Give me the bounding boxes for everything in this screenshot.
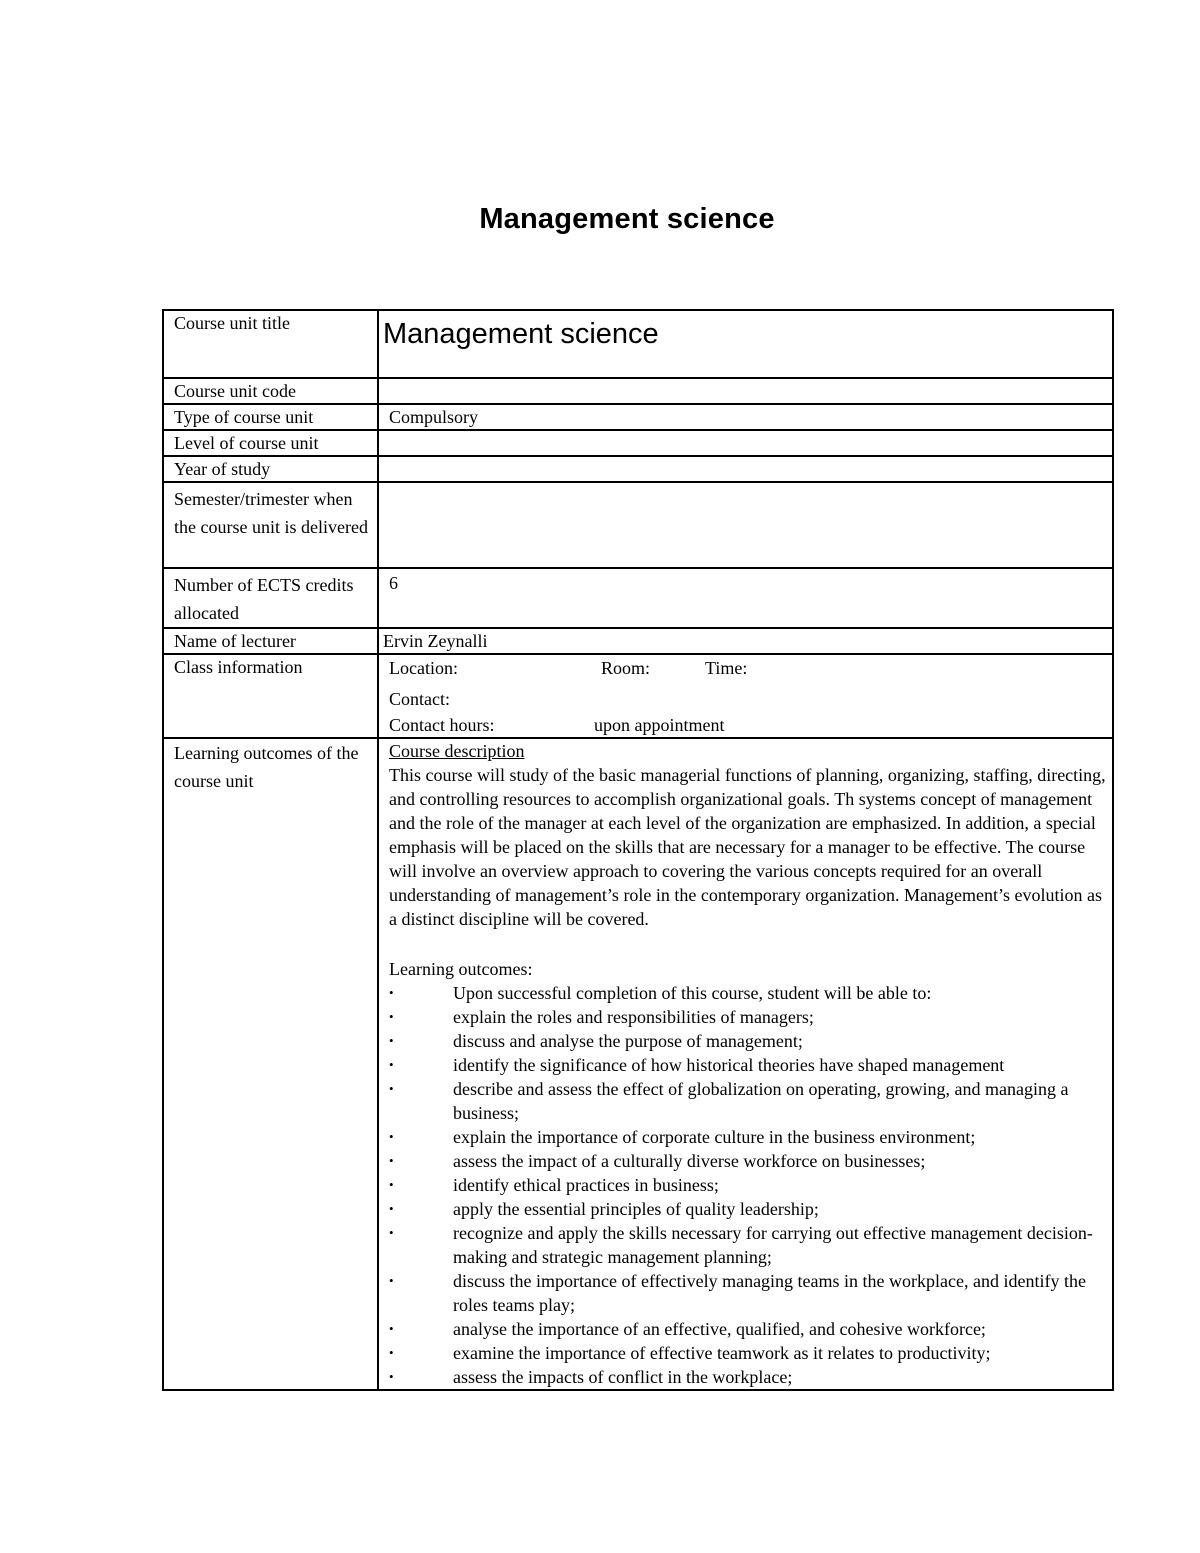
table-row xyxy=(163,628,1113,654)
class-information-label: Class information xyxy=(163,654,378,738)
list-item xyxy=(389,1317,1108,1341)
list-item xyxy=(389,1077,1108,1125)
course-unit-title-value xyxy=(378,310,1113,378)
outcome-text: describe and assess the effect of globalization on operating, growing, and managing a business; xyxy=(453,1079,1069,1123)
course-description-heading: Course description xyxy=(389,741,525,761)
bullet-icon: • xyxy=(389,1009,394,1024)
time-label: Time: xyxy=(705,658,748,678)
outcome-text: assess the impact of a culturally diverse workforce on businesses; xyxy=(453,1151,926,1171)
bullet-icon: • xyxy=(389,1129,394,1144)
type-of-course-unit-label: Type of course unit xyxy=(163,404,378,430)
level-of-course-unit-value xyxy=(378,430,1113,456)
contact-hours-line xyxy=(389,713,1112,737)
outcome-text: assess the impacts of conflict in the workplace; xyxy=(453,1367,793,1387)
table-row xyxy=(163,654,1113,738)
list-item xyxy=(389,1125,1108,1149)
list-item xyxy=(389,1053,1108,1077)
learning-outcomes-value xyxy=(378,738,1113,1390)
course-info-table xyxy=(162,309,1114,1391)
outcome-text: apply the essential principles of quality leadership; xyxy=(453,1199,819,1219)
list-item xyxy=(389,1269,1108,1317)
bullet-icon: • xyxy=(389,1225,394,1240)
semester-label: Semester/trimester when the course unit is delivered xyxy=(163,482,378,568)
outcome-text: Upon successful completion of this course, student will be able to: xyxy=(453,983,932,1003)
bullet-icon: • xyxy=(389,985,394,1000)
list-item xyxy=(389,1029,1108,1053)
lecturer-value: Ervin Zeynalli xyxy=(378,628,1113,654)
table-row xyxy=(163,482,1113,568)
class-information-value xyxy=(378,654,1113,738)
bullet-icon: • xyxy=(389,1057,394,1072)
course-description-text: This course will study of the basic managerial functions of planning, organizing, staffing, directing, and controlling resources to accomplish organizational goals. Th systems concept of management and the role of the manager at each level of the organization are emphasized. In addition, a special emphasis will be placed on the skills that are necessary for a manager to be effective. The course will involve an overview approach to covering the various concepts required for an overall understanding of management’s role in the contemporary organization. Management’s evolution as a distinct discipline will be covered. xyxy=(389,765,1106,929)
bullet-icon: • xyxy=(389,1033,394,1048)
bullet-icon: • xyxy=(389,1273,394,1288)
list-item xyxy=(389,981,1108,1005)
ects-label: Number of ECTS credits allocated xyxy=(163,568,378,628)
room-label: Room: xyxy=(601,658,651,678)
contact-hours-value: upon appointment xyxy=(594,715,725,735)
bullet-icon: • xyxy=(389,1177,394,1192)
list-item xyxy=(389,1197,1108,1221)
list-item xyxy=(389,1221,1108,1269)
table-row xyxy=(163,738,1113,1390)
bullet-icon: • xyxy=(389,1081,394,1096)
outcome-text: explain the importance of corporate culture in the business environment; xyxy=(453,1127,976,1147)
table-row xyxy=(163,430,1113,456)
contact-hours-label: Contact hours: xyxy=(389,715,495,735)
bullet-icon: • xyxy=(389,1153,394,1168)
year-of-study-value xyxy=(378,456,1113,482)
list-item xyxy=(389,1341,1108,1365)
table-row xyxy=(163,568,1113,628)
semester-value xyxy=(378,482,1113,568)
level-of-course-unit-label: Level of course unit xyxy=(163,430,378,456)
list-item xyxy=(389,1173,1108,1197)
bullet-icon: • xyxy=(389,1345,394,1360)
outcome-text: identify ethical practices in business; xyxy=(453,1175,719,1195)
outcome-text: explain the roles and responsibilities of managers; xyxy=(453,1007,814,1027)
learning-outcomes-list xyxy=(389,981,1108,1389)
contact-label: Contact: xyxy=(389,689,450,709)
bullet-icon: • xyxy=(389,1321,394,1336)
lecturer-label: Name of lecturer xyxy=(163,628,378,654)
course-unit-title-label: Course unit title xyxy=(163,310,378,378)
course-unit-title-text: Management science xyxy=(383,318,659,350)
year-of-study-label: Year of study xyxy=(163,456,378,482)
learning-outcomes-heading: Learning outcomes: xyxy=(389,959,533,979)
location-label: Location: xyxy=(389,658,458,678)
outcome-text: identify the significance of how historical theories have shaped management xyxy=(453,1055,1005,1075)
table-row xyxy=(163,456,1113,482)
course-unit-code-label: Course unit code xyxy=(163,378,378,404)
list-item xyxy=(389,1005,1108,1029)
table-row xyxy=(163,404,1113,430)
table-row xyxy=(163,310,1113,378)
ects-value: 6 xyxy=(378,568,1113,628)
bullet-icon: • xyxy=(389,1369,394,1384)
page-title: Management science xyxy=(479,203,775,235)
outcome-text: discuss the importance of effectively managing teams in the workplace, and identify the roles teams play; xyxy=(453,1271,1086,1315)
learning-outcomes-label: Learning outcomes of the course unit xyxy=(163,738,378,1390)
location-line xyxy=(389,655,1112,685)
outcome-text: discuss and analyse the purpose of management; xyxy=(453,1031,803,1051)
bullet-icon: • xyxy=(389,1201,394,1216)
type-of-course-unit-value: Compulsory xyxy=(378,404,1113,430)
list-item xyxy=(389,1365,1108,1389)
outcome-text: examine the importance of effective teamwork as it relates to productivity; xyxy=(453,1343,991,1363)
outcome-text: recognize and apply the skills necessary for carrying out effective management decision-making and strategic management planning; xyxy=(453,1223,1093,1267)
table-row xyxy=(163,378,1113,404)
outcome-text: analyse the importance of an effective, qualified, and cohesive workforce; xyxy=(453,1319,986,1339)
course-unit-code-value xyxy=(378,378,1113,404)
list-item xyxy=(389,1149,1108,1173)
